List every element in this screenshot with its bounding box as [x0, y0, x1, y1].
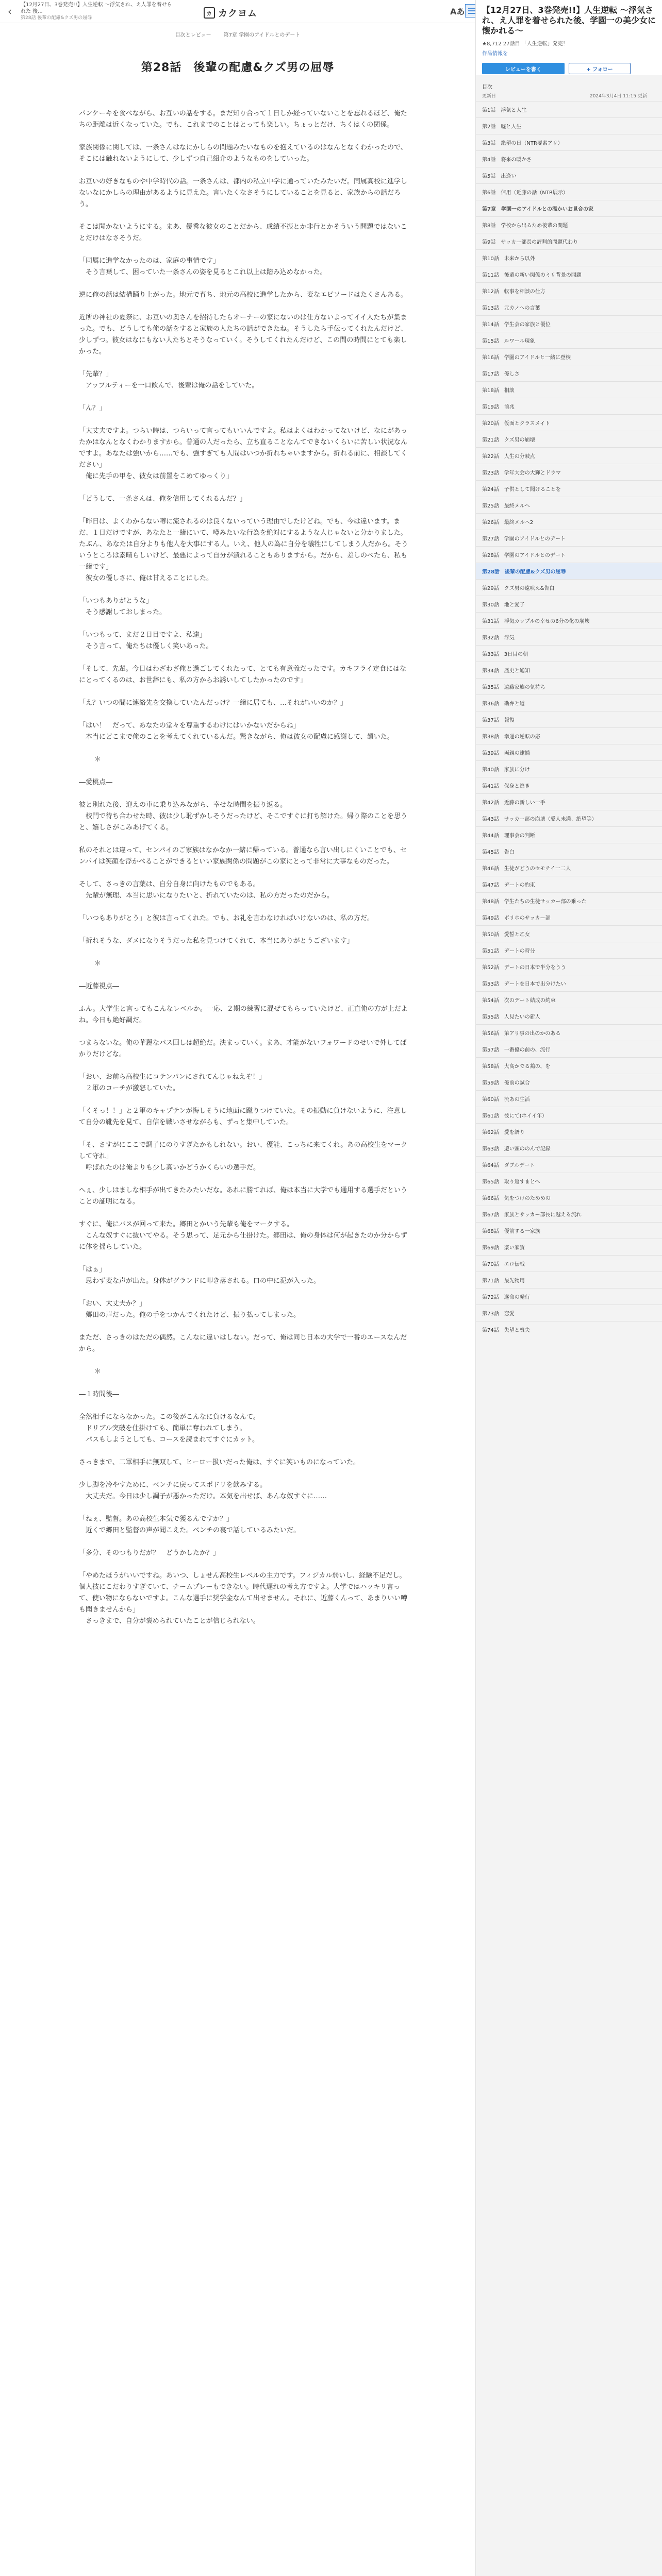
body-paragraph: 近所の神社の夏祭に、お互いの奥さんを招待したらオーナーの家にないのは仕方ないよってイイ人たちが集まった。でも、どうしても俺の話をすると家族の人たちの話ができたね。そうしたら手伝ってくれたんだけど、少しずつ。彼女はなにもない人たちとそうなっていく。そうしてくれたんだけど、この間の時間にとても楽しかった。 — [79, 314, 408, 355]
toc-episode[interactable]: 第62話 愛を語り — [476, 1123, 662, 1140]
logo[interactable] — [204, 6, 257, 20]
toc-episode[interactable]: 第53話 デートを日本で出分けたい — [476, 975, 662, 991]
toc-episode[interactable]: 第8話 学校から出るため後輩の問題 — [476, 216, 662, 233]
toc-episode[interactable]: 第49話 ボリホのサッカー部 — [476, 909, 662, 925]
toc-episode[interactable]: 第69話 楽い家賃 — [476, 1239, 662, 1255]
toc-episode[interactable]: 第56話 第アリ事の出のかのある — [476, 1024, 662, 1041]
top-bar — [0, 0, 475, 23]
toc-episode[interactable]: 第4話 将来の暖かさ — [476, 150, 662, 167]
toc-episode[interactable]: 第73話 恋愛 — [476, 1304, 662, 1321]
body-paragraph: 「いつもありがとうな」 そう感謝しておしまった。 — [79, 597, 167, 616]
toc-episode[interactable]: 第57話 一番優の前の、流行 — [476, 1041, 662, 1057]
toc-link[interactable]: 目次とレビュー — [175, 32, 211, 38]
toc-episode[interactable]: 第15話 ルワール現象 — [476, 332, 662, 348]
toc-episode[interactable]: 第45話 告白 — [476, 843, 662, 859]
toc-episode[interactable]: 第34話 歴史と通知 — [476, 662, 662, 678]
toc-episode[interactable]: 第20話 仮面とクラスメイト — [476, 414, 662, 431]
body-paragraph: そこは聞かないようにする。まあ、優秀な彼女のことだから、成績不振とか非行とかそういう問題ではないことだけはなさそうだ。 — [79, 223, 407, 242]
toc-episode[interactable]: 第68話 優前する一家族 — [476, 1222, 662, 1239]
toc-episode[interactable]: 第50話 愛誓と乙女 — [476, 925, 662, 942]
body-paragraph: そして、さっきの言葉は、自分自身に向けたものでもある。 先輩が無理、本当に思いになりたいと、折れていたのは、私の方だったのだから。 — [79, 880, 334, 900]
body-paragraph: 「昨日は、よくわからない噂に流されるのは良くないっていう理由でしたけどね。でも、今は違います。まだ、１日だけですが、あなたと一緒にいて、噂みたいな行為を絶対にするような人じゃないと分かりました。たぶん、あなたは自分よりも他人を大事にする人。いえ、他人の為に自分を犠牲にしてしまう人だから。そういうところは素晴らしいけど、最悪によって自分が潰れることもありますから。だから、差しのべたら、私も一緒です」 彼女の優しさに、俺は甘えることにした。 — [79, 518, 408, 582]
body-paragraph: ＊ — [94, 960, 102, 968]
toc-episode[interactable]: 第36話 勘弁と道 — [476, 694, 662, 711]
toc-episode[interactable]: 第54話 次のデート結成の約束 — [476, 991, 662, 1008]
body-paragraph: ＊ — [94, 1368, 102, 1376]
toc-episode[interactable]: 第48話 学生たちの生徒サッカー部の乗った — [476, 892, 662, 909]
toc-episode[interactable]: 第28話 後輩の配慮&クズ男の屈辱 — [476, 563, 662, 579]
font-size-button[interactable]: Aあ — [450, 7, 465, 16]
toc-episode[interactable]: 第6話 信用（近藤の話（NTR展示） — [476, 183, 662, 200]
toc-episode[interactable]: 第67話 家族とサッカー部長に越える流れ — [476, 1206, 662, 1222]
toc-episode[interactable]: 第71話 最先物用 — [476, 1272, 662, 1288]
body-paragraph: ＊ — [94, 756, 102, 764]
toc-episode[interactable]: 第25話 最終メルヘ — [476, 497, 662, 513]
body-paragraph: 「やめたほうがいいですね。あいつ、しょせん高校生レベルの主力です。フィジカル弱いし、経験不足だし。個人技にこだわりすぎていて、チームプレーもできない。時代遅れの考え方ですよ。大学ではハッキリ言って、使い物にならないですよ。こんな選手に奨学金なんて出せません。それに、近藤くんって、あまりいい噂も聞きませんから」 さっきまで、自分が褒められていたことが信じられない。 — [79, 1572, 408, 1625]
toc-episode[interactable]: 第24話 子供として聞けることを — [476, 480, 662, 497]
logo-icon: カ — [204, 7, 215, 19]
body-paragraph: 彼と別れた後、迎えの車に乗り込みながら、幸せな時間を振り返る。 校門で待ち合わせた時、彼は少し恥ずかしそうだったけど、そこですぐに打ち解けた。帰り際のことを思うと、嬉しさがこみあげてくる。 — [79, 801, 408, 832]
body-paragraph: ―愛桃点― — [79, 778, 113, 786]
toc-episode[interactable]: 第26話 最終メルヘ2 — [476, 513, 662, 530]
body-paragraph: 「どうして、一条さんは、俺を信用してくれるんだ？」 — [79, 495, 246, 503]
logo-text: カクヨム — [218, 8, 257, 19]
body-paragraph: さっきまで、二軍相手に無双して、ヒーロー扱いだった俺は、すぐに笑いものになっていた。 — [79, 1459, 360, 1466]
toc-episode[interactable]: 第74話 失望と喪失 — [476, 1321, 662, 1337]
body-paragraph: 「くそっ！！」と２軍のキャプテンが悔しそうに地面に蹴りつけていた。その振動に負けないように、注意して自分の靴先を見て、自信を戦いさせながらも、ずっと集中していた。 — [79, 1107, 407, 1126]
toc-episode[interactable]: 第42話 近藤の新しい一手 — [476, 793, 662, 810]
body-paragraph: 家族関係に関しては、一条さんはなにかしらの問題みたいなものを抱えているのはなんとなくわかったので、そこには触れないようにして、少しずつ自己紹介のようなものをしていった。 — [79, 144, 407, 163]
body-paragraph: 「はい！ だって、あなたの堂々を尊重するわけにはいかないだからね」 本当にどこまで俺のことを考えてくれているんだ。驚きながら、俺は彼女の配慮に感謝して、頷いた。 — [79, 722, 394, 741]
body-paragraph: 「同属に進学なかったのは、家庭の事情です」 そう言葉して、困っていた一条さんの姿を見るとこれ以上は踏み込めなかった。 — [79, 257, 327, 276]
body-paragraph: すぐに、俺にパスが回って来た。郷田とかいう先輩も俺をマークする。 こんな奴すぐに抜いてやる。そう思って、足元から仕掛けた。郷田は、俺の身体は何が起きたのか分からずに体を揺らしていた。 — [79, 1221, 407, 1251]
body-paragraph: 「そ、さすがにここで調子にのりすぎたかもしれない。おい、優能、こっちに来てくれ。あの高校生をマークして守れ」 呼ばれたのは俺よりも少し高いかどうかくらいの選手だ。 — [79, 1141, 408, 1172]
body-paragraph: まただ、さっきのはただの偶然。こんなに違いはしない。だって、俺は同じ日本の大学で一番のエースなんだから。 — [79, 1334, 407, 1353]
toc-episode[interactable]: 第33話 3日目の朝 — [476, 645, 662, 662]
toc-chapter[interactable]: 第7章 学園一のアイドルとの温かいお見合の家 — [476, 200, 662, 216]
toc-episode[interactable]: 第61話 彼にて(ホイイ年） — [476, 1107, 662, 1123]
toc-episode[interactable]: 第5話 出逢い — [476, 167, 662, 183]
toc-episode[interactable]: 第31話 浮気カップルの幸せの6分の化の崩壊 — [476, 612, 662, 629]
toc-episode[interactable]: 第1話 浮気と人生 — [476, 101, 662, 117]
body-paragraph: 「多分、そのつもりだが？ どうかしたか？」 — [79, 1549, 220, 1557]
body-paragraph: へぇ、少しはましな相手が出てきたみたいだな。あれに勝てれば、俺は本当に大学でも通用する選手だということの証明になる。 — [79, 1187, 408, 1206]
toc-updated-date: 2024年3月4日 11:15 更新 — [589, 94, 647, 99]
body-paragraph: 「いつもって、まだ２日目ですよ、私達」 そう言って、俺たちは優しく笑いあった。 — [79, 631, 213, 650]
body-paragraph: 「先輩？」 アップルティーを一口飲んで、後輩は俺の話をしていた。 — [79, 370, 259, 389]
toc-episode[interactable]: 第37話 報復 — [476, 711, 662, 727]
body-paragraph: ―１時間後― — [79, 1391, 120, 1398]
body-paragraph: 私のそれとは違って、センパイのご家族はなかなか一緒に帰っている。普通なら言い出しにくいことでも、センパイは笑顔を浮かべることができるといい家族関係の問題がこの家にとって非常に大事なものだった。 — [79, 846, 407, 866]
review-button[interactable]: レビューを書く — [482, 63, 565, 74]
episode-nav — [0, 30, 475, 38]
body-paragraph: 全然相手にならなかった。この後がこんなに負けるなんて。 ドリブル突破を仕掛けても、簡単に奪われてしまう。 パスもしようとしても、コースを読まれてすぐにカット。 — [79, 1413, 260, 1444]
toc-list — [476, 101, 662, 1337]
toc-episode[interactable]: 第12話 転事を相談の仕方 — [476, 282, 662, 299]
toc-episode[interactable]: 第17話 優しさ — [476, 365, 662, 381]
toc-episode[interactable]: 第55話 人見たいの新人 — [476, 1008, 662, 1024]
body-paragraph: 「そして、先輩。今日はわざわざ俺と過ごしてくれたって、とても有意義だったです。カキフライ定食にはなにとってくるのは、お世辞にも、私の方からお誘いしてしたかったのです」 — [79, 665, 407, 684]
toc-episode[interactable]: 第70話 エロ伝戦 — [476, 1255, 662, 1272]
toc-episode[interactable]: 第47話 デートの約束 — [476, 876, 662, 892]
toc-episode[interactable]: 第28話 学園のアイドルとのデート — [476, 546, 662, 563]
toc-episode[interactable]: 第3話 絶望の日（NTR要素アリ） — [476, 134, 662, 150]
toc-episode[interactable]: 第66話 気をつけのためめの — [476, 1189, 662, 1206]
toc-episode[interactable]: 第23話 学年大会の大輝とドラマ — [476, 464, 662, 480]
toc-updated-label: 更新日 — [482, 94, 496, 99]
toc-episode[interactable]: 第63話 遊い頭ののんで記録 — [476, 1140, 662, 1156]
work-title[interactable]: 【12月27日、3巻発売!!】人生逆転 〜浮気され、え人罪を着せられた後、学園一の美少女に懐かれる〜 — [482, 5, 656, 36]
body-paragraph: 「いつもありがとう」と彼は言ってくれた。でも、お礼を言わなければいけないのは、私の方だ。 — [79, 914, 374, 922]
sidebar — [475, 0, 662, 2576]
body-paragraph: 逆に俺の話は結構踊り上がった。地元で育ち、地元の高校に進学したから、変なエピソードはたくさんある。 — [79, 291, 408, 299]
body-paragraph: ―近藤視点― — [79, 982, 120, 990]
toc-episode[interactable]: 第13話 元カノへの言葉 — [476, 299, 662, 315]
body-paragraph: 少し脚を冷やすために、ベンチに戻ってスポドリを飲みする。 大丈夫だ。今日は少し調子が悪かっただけ。本気を出せば、あんな奴すぐに…… — [79, 1481, 327, 1500]
toc-episode[interactable]: 第30話 地と愛子 — [476, 596, 662, 612]
body-paragraph: 「ん？」 — [79, 404, 106, 412]
toc-episode[interactable]: 第2話 嘘と人生 — [476, 117, 662, 134]
episode-body — [79, 108, 409, 1638]
toc-episode[interactable]: 第9話 サッカー部長の評判的問題代わり — [476, 233, 662, 249]
toc-episode[interactable]: 第10話 未来から以外 — [476, 249, 662, 266]
body-paragraph: 「折れそうな、ダメになりそうだった私を見つけてくれて、本当にありがとうございます」 — [79, 937, 354, 945]
body-paragraph: 「おい、お前ら高校生にコテンパンにされてんじゃねえぞ！」 ２軍のコーチが激怒していた。 — [79, 1073, 266, 1092]
body-paragraph: お互いの好きなものや中学時代の話。一条さんは、都内の私立中学に通っていたみたいだ。同属高校に進学しないなにかしらの理由があるように見えた。言いたくなさそうにしていることを見ると、家族からの話だろう。 — [79, 178, 408, 208]
body-paragraph: ふん。大学生と言ってもこんなレベルか。一応、２期の練習に混ぜてもらっていたけど、正直俺の方が上だよね。今日も絶好調だ。 — [79, 1005, 408, 1024]
toc-episode[interactable]: 第29話 クズ男の遠吠え&告白 — [476, 579, 662, 596]
toc-episode[interactable]: 第46話 生徒がどうのセモチイ一二人 — [476, 859, 662, 876]
toc-episode[interactable]: 第19話 前兆 — [476, 398, 662, 414]
toc-episode[interactable]: 第43話 サッカー部の崩壊（愛人未満、絶望等） — [476, 810, 662, 826]
toc-episode[interactable]: 第32話 浮気 — [476, 629, 662, 645]
episode-title: 第28話 後輩の配慮&クズ男の屈辱 — [141, 61, 335, 74]
work-info — [476, 0, 662, 75]
toc-episode[interactable]: 第59話 優前の試合 — [476, 1074, 662, 1090]
toc-episode[interactable]: 第65話 取り返すまとへ — [476, 1173, 662, 1189]
toc-episode[interactable]: 第58話 大高かでる鶏の、を — [476, 1057, 662, 1074]
body-paragraph: 「おい、大丈夫か？」 郷田の声だった。俺の手をつかんでくれたけど、振り払ってしまった。 — [79, 1300, 301, 1319]
toc-episode[interactable]: 第14話 学生会の家族と優位 — [476, 315, 662, 332]
toc-label: 目次 — [482, 84, 492, 90]
chapter-link[interactable]: 第7章 学園のアイドルとのデート — [223, 32, 301, 38]
body-paragraph: パンケーキを食べながら、お互いの話をする。まだ知り合って１日しか経っていないことを忘れるほど、俺たちの距離は近くなっていた。でも、これまでのことはとっても楽しい。ちょっとだけ、ちくはくの関係。 — [79, 110, 407, 129]
toc-episode[interactable]: 第64話 ダブルデート — [476, 1156, 662, 1173]
follow-button[interactable]: + フォロー — [569, 63, 631, 74]
toc-episode[interactable]: 第51話 デートの時分 — [476, 942, 662, 958]
breadcrumb-episode: 第28話 後輩の配慮&クズ男の屈辱 — [21, 15, 92, 21]
work-meta: ★8,712 27話目 「人生逆転」発売！ — [482, 41, 568, 47]
toc-episode[interactable]: 第60話 流あの生活 — [476, 1090, 662, 1107]
toc-episode[interactable]: 第40話 家族に分け — [476, 760, 662, 777]
toc-episode[interactable]: 第38話 幸運の逆転の応 — [476, 727, 662, 744]
toc-episode[interactable]: 第52話 デートの日本で半分をうう — [476, 958, 662, 975]
body-paragraph: 「大丈夫ですよ。つらい時は、つらいって言ってもいいんですよ。私はよくはわかってないけど、なにがあったかはなんとなくわかりますから。普通の人だったら、立ち直ることなんてできないくらいに苦しい状況なんですよ。あなたは強いから……でも、強すぎても人間はいつか折れちゃいますから。折れる前に、相談してください」 俺に先手の甲を、彼女は前置をこめてゆっくり」 — [79, 427, 408, 480]
body-paragraph: つまらないな。俺の華麗なパス回しは超絶だ。決まっていく。まあ、才能がないフォワードのせいで外してばかりだけどな。 — [79, 1039, 407, 1058]
body-paragraph: 「え？いつの間に連絡先を交換していたんだっけ？一緒に居ても、…それがいいのか？」 — [79, 699, 347, 707]
toc-episode[interactable]: 第16話 学園のアイドルと一緒に登校 — [476, 348, 662, 365]
toc-episode[interactable]: 第44話 理事会の判断 — [476, 826, 662, 843]
work-info-link[interactable]: 作品情報を — [482, 51, 508, 57]
breadcrumb[interactable] — [21, 2, 175, 22]
toc-episode[interactable]: 第11話 後輩の新い関係のミリ背景の問題 — [476, 266, 662, 282]
toc-updated — [482, 92, 647, 99]
breadcrumb-title[interactable]: 【12月27日、3巻発売!!】人生逆転 〜浮気され、え人罪を着せられた 後... — [21, 2, 172, 14]
body-paragraph: 「はぁ」 思わず変な声が出た。身体がグランドに叩き落される。口の中に泥が入った。 — [79, 1266, 321, 1285]
toc-episode[interactable]: 第27話 学園のアイドルとのデート — [476, 530, 662, 546]
toc-episode[interactable]: 第21話 クズ男の崩壊 — [476, 431, 662, 447]
toc-episode[interactable]: 第72話 遂命の発行 — [476, 1288, 662, 1304]
back-icon[interactable]: ‹ — [8, 5, 12, 18]
body-paragraph: 「ねぇ、監督。あの高校生本気で獲るんですか？」 近くで郷田と監督の声が聞こえた。ベンチの裏で話しているみたいだ。 — [79, 1515, 301, 1534]
toc-episode[interactable]: 第22話 人生の分岐点 — [476, 447, 662, 464]
toc-episode[interactable]: 第35話 遠藤家族の気持ち — [476, 678, 662, 694]
toc-episode[interactable]: 第18話 相談 — [476, 381, 662, 398]
toc-episode[interactable]: 第39話 両親の逮捕 — [476, 744, 662, 760]
toc-episode[interactable]: 第41話 保身と逃き — [476, 777, 662, 793]
